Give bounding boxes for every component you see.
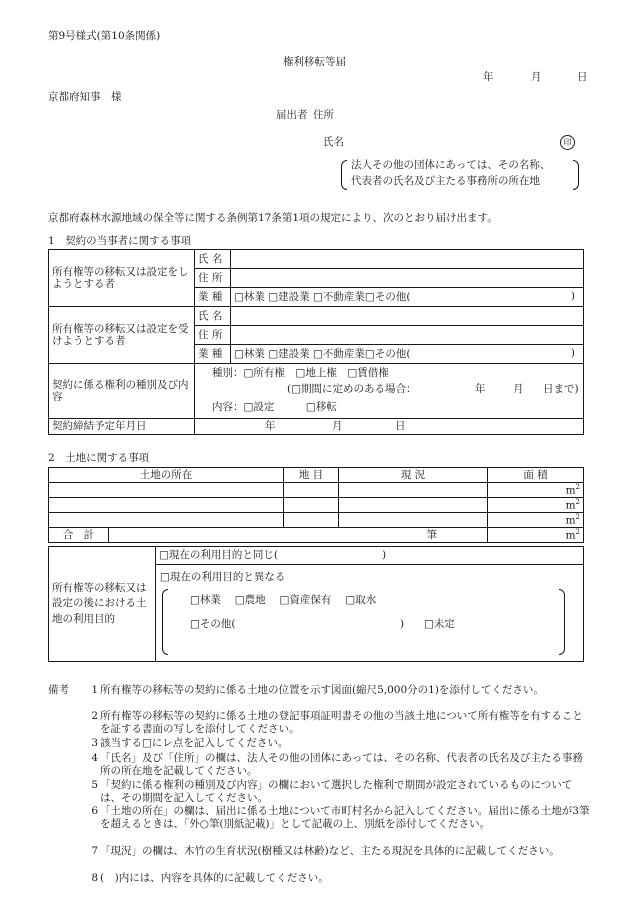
business-close-paren: ) bbox=[570, 290, 575, 302]
total-area[interactable] bbox=[488, 528, 584, 543]
content-options: 内容：□設定 □移転 bbox=[212, 401, 337, 413]
land-row3-status[interactable] bbox=[339, 513, 488, 528]
period-month: 月 bbox=[513, 383, 524, 395]
note-item bbox=[48, 737, 593, 750]
col-location: 土地の所在 bbox=[49, 468, 284, 483]
contract-month: 月 bbox=[332, 420, 343, 432]
note-text: 「現況」の欄は、木竹の生育状況(樹種又は林齢)など、主たる現況を具体的に記載してください。 bbox=[100, 845, 560, 857]
note-number: 5 bbox=[91, 779, 98, 791]
note-text: 「契約に係る権利の種別及び内容」の欄において選択した権利で期間が設定されているものについては、その期間を記入してください。 bbox=[100, 779, 573, 804]
transferor-address-label: 住 所 bbox=[195, 269, 231, 288]
land-row2-status[interactable] bbox=[339, 498, 488, 513]
land-row3-area[interactable] bbox=[488, 513, 584, 528]
right-type-options: 種別：□所有権 □地上権 □賃借権 bbox=[212, 367, 389, 379]
purpose-same-row[interactable] bbox=[156, 547, 584, 565]
corp-note-line1: 法人その他の団体にあっては、その名称、 bbox=[351, 159, 551, 171]
note-number: 4 bbox=[91, 752, 98, 764]
note-number: 3 bbox=[91, 737, 98, 749]
right-type-label: 契約に係る権利の種別及び内容 bbox=[49, 364, 195, 419]
note-number: 2 bbox=[91, 710, 98, 722]
area-unit-sup: 2 bbox=[575, 513, 580, 522]
land-row1-location[interactable] bbox=[49, 483, 284, 498]
area-unit: m bbox=[565, 514, 576, 527]
purpose-undecided: □未定 bbox=[424, 618, 455, 630]
area-unit-sup: 2 bbox=[575, 498, 580, 507]
transferee-name-label: 氏 名 bbox=[195, 307, 231, 326]
area-unit: m bbox=[565, 529, 576, 542]
transferor-address-field[interactable] bbox=[231, 269, 584, 288]
note-number: 8 bbox=[91, 872, 98, 884]
purpose-bracket-right bbox=[559, 589, 565, 655]
transferor-business-label: 業 種 bbox=[195, 288, 231, 307]
transferee-address-label: 住 所 bbox=[195, 326, 231, 345]
transferee-address-field[interactable] bbox=[231, 326, 584, 345]
statement: 京都府森林水源地域の保全等に関する条例第17条第1項の規定により、次のとおり届け出ます。 bbox=[48, 212, 498, 224]
land-row1-category[interactable] bbox=[284, 483, 339, 498]
land-row2-category[interactable] bbox=[284, 498, 339, 513]
contract-date-field[interactable] bbox=[195, 419, 584, 435]
col-area: 面 積 bbox=[488, 468, 584, 483]
col-status: 現 況 bbox=[339, 468, 488, 483]
transferor-name-field[interactable] bbox=[231, 250, 584, 269]
transferee-business-options[interactable] bbox=[231, 345, 584, 364]
note-number: 1 bbox=[91, 684, 98, 696]
note-text: 「土地の所在」の欄は、届出に係る土地について市町村名から記入してください。届出に係る土地が3筆を超えるときは、「外○筆(別紙記載)」として記載の上、別紙を添付してください。 bbox=[100, 805, 590, 830]
area-unit-sup: 2 bbox=[575, 483, 580, 492]
transferee-name-field[interactable] bbox=[231, 307, 584, 326]
business-options-text: □林業 □建設業 □不動産業□その他( bbox=[234, 290, 411, 303]
land-row2-area[interactable] bbox=[488, 498, 584, 513]
purpose-other-option: □その他( bbox=[190, 618, 236, 630]
note-item bbox=[48, 845, 593, 871]
transferor-label: 所有権等の移転又は設定をしようとする者 bbox=[49, 250, 195, 307]
form-title: 権利移転等届 bbox=[283, 56, 346, 68]
land-row2-location[interactable] bbox=[49, 498, 284, 513]
transferee-label: 所有権等の移転又は設定を受けようとする者 bbox=[49, 307, 195, 364]
transferor-business-options[interactable] bbox=[231, 288, 584, 307]
note-bracket-right bbox=[573, 160, 579, 190]
purpose-differ-option: □現在の利用目的と異なる bbox=[160, 571, 286, 583]
land-row1-area[interactable] bbox=[488, 483, 584, 498]
note-item bbox=[48, 872, 593, 885]
note-item bbox=[48, 779, 593, 805]
section2-heading: 2 土地に関する事項 bbox=[48, 452, 150, 464]
transferee-business-label: 業 種 bbox=[195, 345, 231, 364]
business-close-paren: ) bbox=[570, 347, 575, 359]
form-number: 第9号様式(第10条関係) bbox=[48, 30, 161, 42]
address-label: 住所 bbox=[313, 109, 334, 121]
note-text: 該当する□にレ点を記入してください。 bbox=[100, 737, 289, 749]
total-parcels[interactable]: 筆 bbox=[109, 528, 488, 543]
date-month: 月 bbox=[531, 71, 542, 83]
contract-date-label: 契約締結予定年月日 bbox=[49, 419, 195, 435]
note-number: 7 bbox=[91, 845, 98, 857]
note-number: 6 bbox=[91, 805, 98, 817]
purpose-bracket-left bbox=[162, 589, 168, 655]
note-text: 所有権等の移転等の契約に係る土地の登記事項証明書その他の当該土地について所有権等を有することを証する書面の写しを添付してください。 bbox=[100, 710, 583, 735]
name-label: 氏名 bbox=[323, 136, 344, 148]
land-row1-status[interactable] bbox=[339, 483, 488, 498]
seal-mark: 印 bbox=[560, 135, 575, 150]
date-day: 日 bbox=[577, 71, 588, 83]
note-bracket-left bbox=[341, 160, 347, 190]
purpose-differ-choices: □林業 □農地 □資産保有 □取水 bbox=[190, 594, 377, 606]
land-row3-location[interactable] bbox=[49, 513, 284, 528]
purpose-same-option: □現在の利用目的と同じ( bbox=[159, 549, 279, 562]
note-item bbox=[48, 752, 593, 778]
purpose-label: 所有権等の移転又は設定の後における土地の利用目的 bbox=[49, 547, 156, 662]
area-unit: m bbox=[565, 499, 576, 512]
note-item bbox=[48, 710, 593, 736]
total-label: 合 計 bbox=[49, 528, 109, 543]
corp-note-line2: 代表者の氏名及び主たる事務所の所在地 bbox=[351, 175, 540, 187]
purpose-other-close: ) bbox=[400, 618, 405, 630]
land-row3-category[interactable] bbox=[284, 513, 339, 528]
note-text: 所有権等の移転等の契約に係る土地の位置を示す図面(縮尺5,000分の1)を添付してください。 bbox=[100, 684, 544, 696]
note-text: ( )内には、内容を具体的に記載してください。 bbox=[100, 872, 329, 884]
area-unit: m bbox=[565, 484, 576, 497]
purpose-differ-cell[interactable] bbox=[156, 565, 584, 662]
contract-day: 日 bbox=[395, 420, 406, 432]
land-table bbox=[48, 467, 584, 543]
transferor-name-label: 氏 名 bbox=[195, 250, 231, 269]
note-item bbox=[48, 805, 593, 844]
parties-table bbox=[48, 249, 584, 435]
purpose-same-close: ) bbox=[382, 549, 387, 561]
date-year: 年 bbox=[483, 71, 494, 83]
purpose-table bbox=[48, 546, 584, 662]
business-options-text: □林業 □建設業 □不動産業□その他( bbox=[234, 347, 411, 360]
col-category: 地 目 bbox=[284, 468, 339, 483]
note-text: 「氏名」及び「住所」の欄は、法人その他の団体にあっては、その名称、代表者の氏名及び主たる事務所の所在地を記載してください。 bbox=[100, 752, 583, 777]
right-type-content[interactable] bbox=[195, 364, 584, 419]
notifier-label: 届出者 bbox=[276, 109, 308, 121]
period-year: 年 bbox=[475, 383, 486, 395]
contract-year: 年 bbox=[265, 420, 276, 432]
section1-heading: 1 契約の当事者に関する事項 bbox=[48, 235, 192, 247]
area-unit-sup: 2 bbox=[575, 528, 580, 537]
period-label: (□期間に定めのある場合： bbox=[287, 383, 417, 395]
note-item bbox=[48, 684, 593, 710]
period-day: 日まで) bbox=[543, 383, 579, 395]
notes-label: 備考 bbox=[48, 684, 69, 696]
addressee: 京都府知事 様 bbox=[48, 91, 122, 103]
